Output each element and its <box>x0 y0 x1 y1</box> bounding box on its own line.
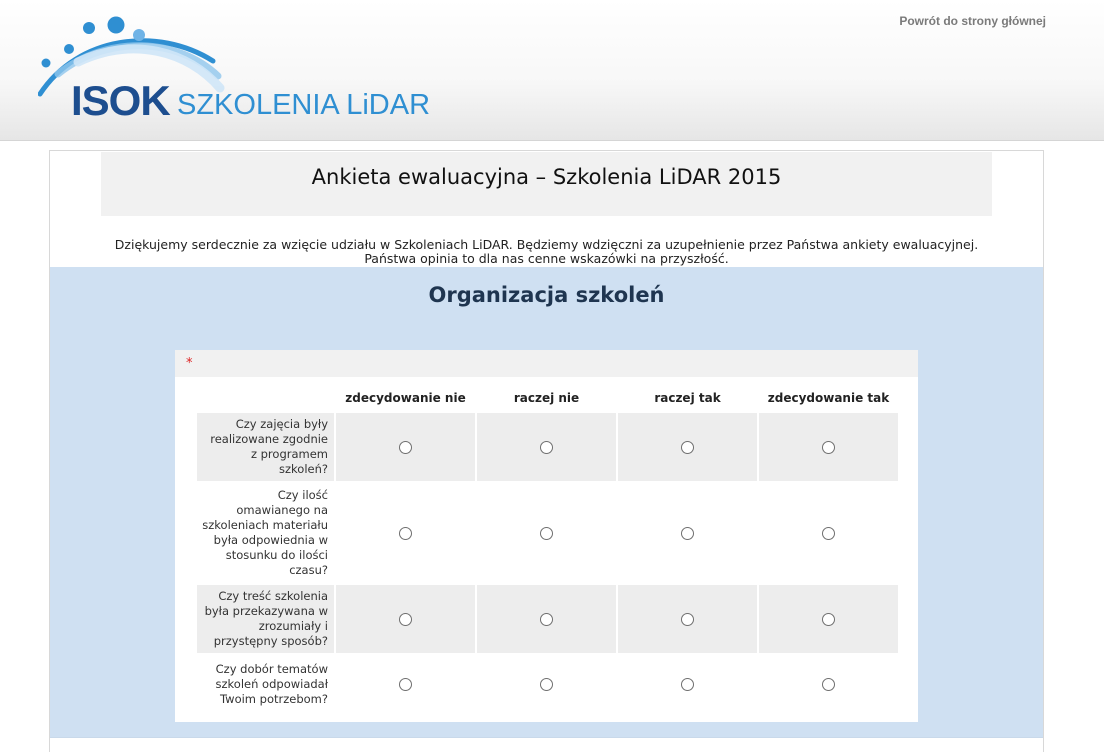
answer-matrix <box>195 383 900 715</box>
radio-cell[interactable] <box>759 585 898 653</box>
radio-cell[interactable] <box>477 413 616 481</box>
radio-icon[interactable] <box>681 441 694 454</box>
radio-cell[interactable] <box>336 655 475 713</box>
radio-icon[interactable] <box>540 613 553 626</box>
question-group <box>50 267 1043 737</box>
radio-icon[interactable] <box>399 527 412 540</box>
home-link[interactable]: Powrót do strony głównej <box>899 14 1046 28</box>
survey-title-box <box>101 152 992 216</box>
isok-logo[interactable] <box>38 16 438 126</box>
question-text: Czy treść szkolenia była przekazywana w zrozumiały i przystępny sposób? <box>197 585 334 653</box>
radio-icon[interactable] <box>540 441 553 454</box>
matrix-question <box>175 350 918 722</box>
radio-cell[interactable] <box>618 483 757 583</box>
question-row <box>197 585 898 653</box>
page-header <box>0 0 1104 141</box>
question-text: Czy zajęcia były realizowane zgodnie z programem szkoleń? <box>197 413 334 481</box>
matrix-corner <box>197 385 334 411</box>
radio-cell[interactable] <box>618 655 757 713</box>
radio-icon[interactable] <box>822 678 835 691</box>
column-header: raczej tak <box>654 391 721 405</box>
survey-title: Ankieta ewaluacyjna – Szkolenia LiDAR 2015 <box>311 165 782 189</box>
radio-cell[interactable] <box>477 655 616 713</box>
radio-icon[interactable] <box>399 613 412 626</box>
question-row <box>197 655 898 713</box>
group-bottom-strip <box>50 737 1043 752</box>
logo-subtitle-text: SZKOLENIA LiDAR <box>177 89 431 121</box>
radio-cell[interactable] <box>336 413 475 481</box>
radio-cell[interactable] <box>618 585 757 653</box>
question-row <box>197 413 898 481</box>
radio-icon[interactable] <box>822 527 835 540</box>
radio-icon[interactable] <box>822 613 835 626</box>
question-text: Czy dobór tematów szkoleń odpowiadał Twoim potrzebom? <box>197 655 334 713</box>
group-title: Organizacja szkoleń <box>428 283 665 307</box>
column-header: zdecydowanie tak <box>767 391 890 405</box>
radio-cell[interactable] <box>759 413 898 481</box>
question-text: Czy ilość omawianego na szkoleniach materiału była odpowiednia w stosunku do ilości czasu? <box>197 483 334 583</box>
radio-icon[interactable] <box>540 527 553 540</box>
radio-icon[interactable] <box>540 678 553 691</box>
radio-icon[interactable] <box>681 527 694 540</box>
radio-icon[interactable] <box>399 441 412 454</box>
column-header: zdecydowanie nie <box>345 391 466 405</box>
matrix-header-row <box>197 385 898 411</box>
radio-cell[interactable] <box>336 585 475 653</box>
radio-cell[interactable] <box>759 655 898 713</box>
radio-cell[interactable] <box>759 483 898 583</box>
radio-cell[interactable] <box>336 483 475 583</box>
radio-icon[interactable] <box>681 613 694 626</box>
radio-icon[interactable] <box>399 678 412 691</box>
radio-cell[interactable] <box>477 585 616 653</box>
radio-icon[interactable] <box>681 678 694 691</box>
radio-cell[interactable] <box>618 413 757 481</box>
survey-intro-text: Dziękujemy serdecznie za wzięcie udziału w Szkoleniach LiDAR. Będziemy wdzięczni za uzupełnienie przez Państwa ankiety ewaluacyjnej. Państwa opinia to dla nas cenne wskazówki na przyszłość. <box>114 237 979 266</box>
required-asterisk: * <box>186 356 193 371</box>
question-row <box>197 483 898 583</box>
column-header: raczej nie <box>513 391 580 405</box>
survey-container <box>49 150 1044 752</box>
question-header <box>175 350 918 377</box>
radio-icon[interactable] <box>822 441 835 454</box>
radio-cell[interactable] <box>477 483 616 583</box>
logo-isok-text: ISOK <box>71 77 170 124</box>
